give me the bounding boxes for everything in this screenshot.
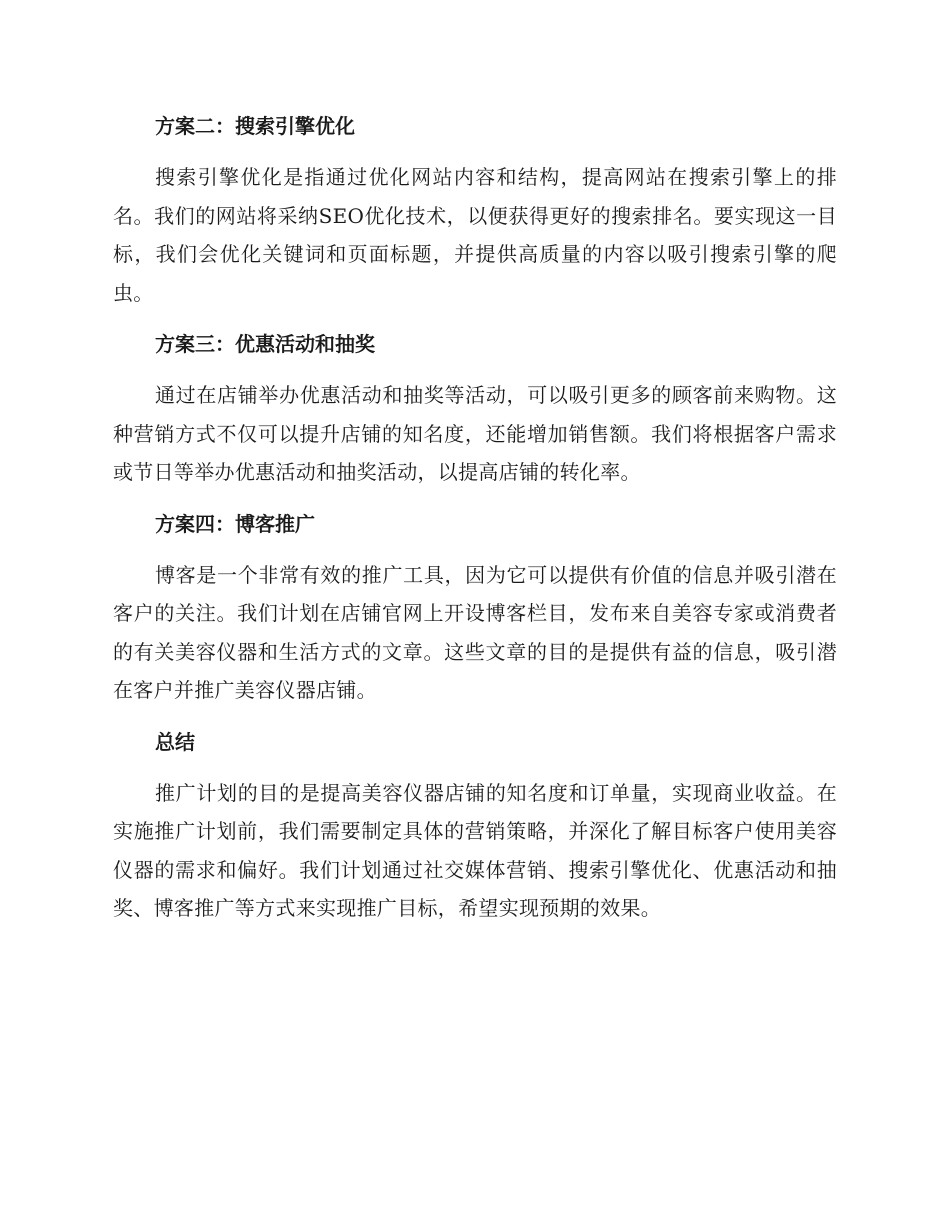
section-promotions — [113, 326, 837, 492]
section-heading-summary: 总结 — [155, 729, 195, 754]
section-body-summary: 推广计划的目的是提高美容仪器店铺的知名度和订单量，实现商业收益。在实施推广计划前，我们需要制定具体的营销策略，并深化了解目标客户使用美容仪器的需求和偏好。我们计划通过社交媒体营销、搜索引擎优化、优惠活动和抽奖、博客推广等方式来实现推广目标，希望实现预期的效果。 — [113, 780, 837, 920]
section-seo — [113, 108, 837, 312]
section-body-seo: 搜索引擎优化是指通过优化网站内容和结构，提高网站在搜索引擎上的排名。我们的网站将采纳SEO优化技术，以便获得更好的搜索排名。要实现这一目标，我们会优化关键词和页面标题，并提供高质量的内容以吸引搜索引擎的爬虫。 — [113, 165, 837, 305]
section-heading-promotions: 方案三：优惠活动和抽奖 — [155, 332, 375, 356]
section-heading-seo: 方案二：搜索引擎优化 — [155, 114, 355, 138]
section-body-blog: 博客是一个非常有效的推广工具，因为它可以提供有价值的信息并吸引潜在客户的关注。我们计划在店铺官网上开设博客栏目，发布来自美容专家或消费者的有关美容仪器和生活方式的文章。这些文章的目的是提供有益的信息，吸引潜在客户并推广美容仪器店铺。 — [113, 562, 837, 702]
section-body-promotions: 通过在店铺举办优惠活动和抽奖等活动，可以吸引更多的顾客前来购物。这种营销方式不仅可以提升店铺的知名度，还能增加销售额。我们将根据客户需求或节日等举办优惠活动和抽奖活动，以提高店铺的转化率。 — [113, 383, 837, 484]
document-page — [113, 108, 837, 942]
section-heading-blog: 方案四：博客推广 — [155, 511, 315, 536]
section-blog — [113, 506, 837, 710]
section-summary — [113, 724, 837, 928]
